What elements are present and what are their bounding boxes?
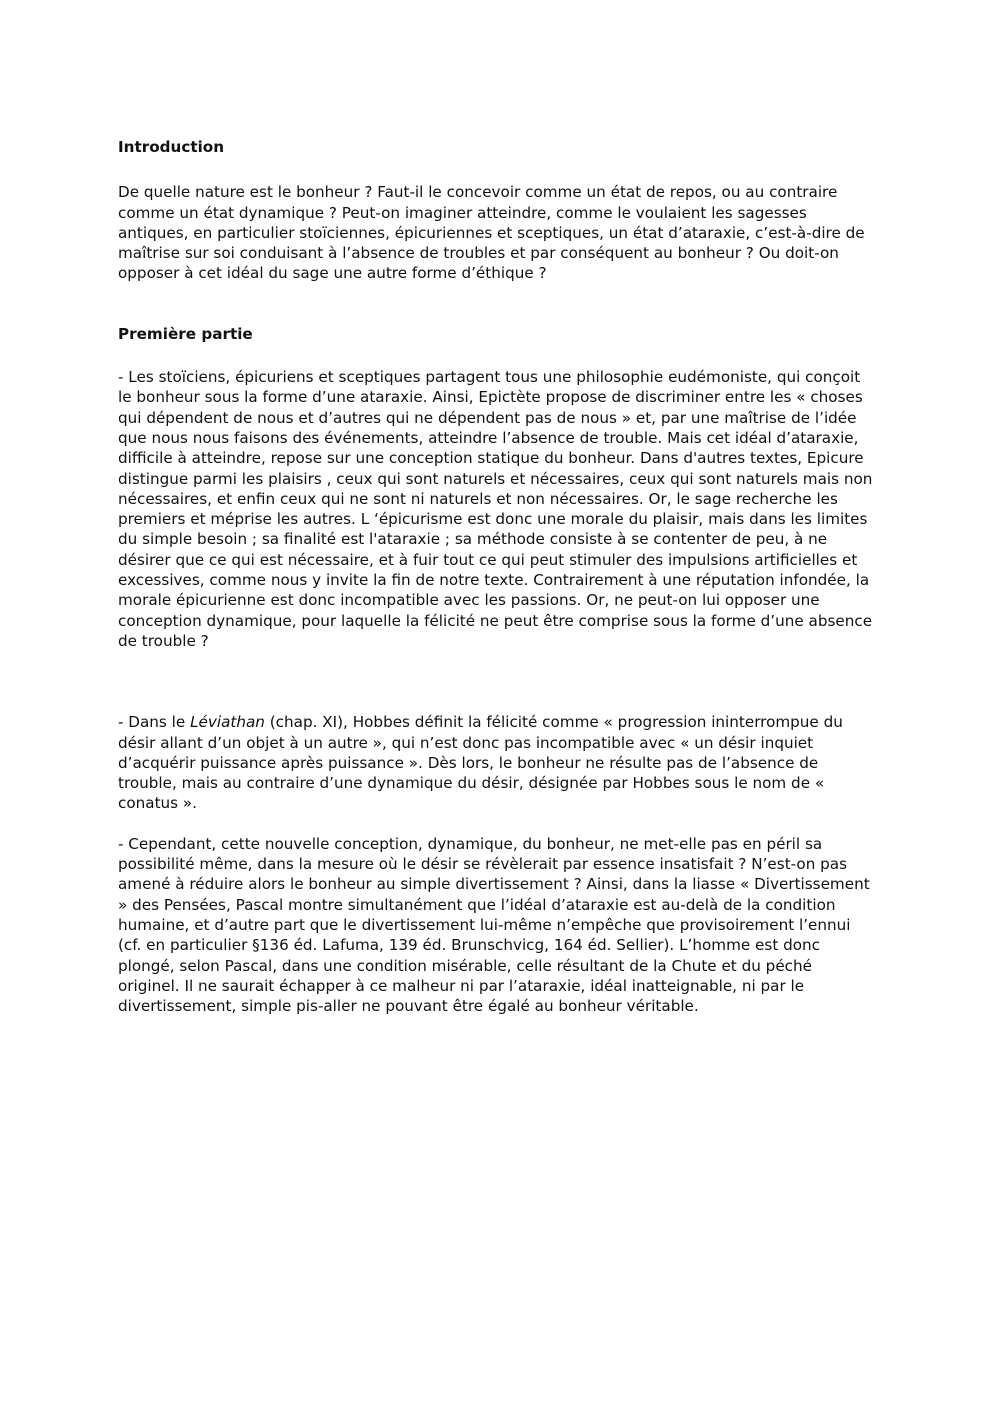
intro-heading: Introduction bbox=[118, 138, 225, 156]
part1-paragraph-1: - Les stoïciens, épicuriens et sceptiques partagent tous une philosophie eudémoniste, qui conçoit le bonheur sous la forme d’une ataraxie. Ainsi, Epictète propose de discriminer entre les « choses qui dépendent de nous et d’autres qui ne dépendent pas de nous » et, par une maîtrise de l’idée que nous nous faisons des événements, atteindre l’absence de trouble. Mais cet idéal d’ataraxie, difficile à atteindre, repose sur une conception statique du bonheur. Dans d'autres textes, Epicure distingue parmi les plaisirs , ceux qui sont naturels et nécessaires, ceux qui sont naturels mais non nécessaires, et enfin ceux qui ne sont ni naturels et non nécessaires. Or, le sage recherche les premiers et méprise les autres. L ‘épicurisme est donc une morale du plaisir, mais dans les limites du simple besoin ; sa finalité est l'ataraxie ; sa méthode consiste à se contenter de peu, à ne désirer que ce qui est nécessaire, et à fuir tout ce qui peut stimuler des impulsions artificielles et excessives, comme nous y invite la fin de notre texte. Contrairement à une réputation infondée, la morale épicurienne est donc incompatible avec les passions. Or, ne peut-on lui opposer une conception dynamique, pour laquelle la félicité ne peut être comprise sous la forme d’une absence de trouble ? bbox=[118, 368, 873, 650]
part1-paragraph-3: - Cependant, cette nouvelle conception, dynamique, du bonheur, ne met-elle pas en péril sa possibilité même, dans la mesure où le désir se révèlerait par essence insatisfait ? N’est-on pas amené à réduire alors le bonheur au simple divertissement ? Ainsi, dans la liasse « Divertissement » des Pensées, Pascal montre simultanément que l’idéal d’ataraxie est au-delà de la condition humaine, et d’autre part que le divertissement lui-même n’empêche que provisoirement l’ennui (cf. en particulier §136 éd. Lafuma, 139 éd. Brunschvicg, 164 éd. Sellier). L’homme est donc plongé, selon Pascal, dans une condition misérable, celle résultant de la Chute et du péché originel. Il ne saurait échapper à ce malheur ni par l’ataraxie, idéal inatteignable, ni par le divertissement, simple pis-aller ne pouvant être égalé au bonheur véritable. bbox=[118, 834, 870, 1016]
p2-text-after: (chap. XI), Hobbes définit la félicité comme « progression ininterrompue du désir allant d’un objet à un autre », qui n’est donc pas incompatible avec « un désir inquiet d’acquérir puissance après puissance ». Dès lors, le bonheur ne résulte pas de l’absence de trouble, mais au contraire d’une dynamique du désir, désignée par Hobbes sous le nom de « conatus ». bbox=[118, 713, 843, 813]
part1-paragraph-2 bbox=[118, 712, 878, 813]
document-page bbox=[118, 137, 878, 1016]
p2-text-before: - Dans le bbox=[118, 713, 191, 732]
intro-paragraph: De quelle nature est le bonheur ? Faut-il le concevoir comme un état de repos, ou au contraire comme un état dynamique ? Peut-on imaginer atteindre, comme le voulaient les sagesses antiques, en particulier stoïciennes, épicuriennes et sceptiques, un état d’ataraxie, c’est-à-dire de maîtrise sur soi conduisant à l’absence de troubles et par conséquent au bonheur ? Ou doit-on opposer à cet idéal du sage une autre forme d’éthique ? bbox=[118, 183, 865, 283]
part1-heading: Première partie bbox=[118, 324, 253, 343]
leviathan-title: Léviathan bbox=[190, 713, 265, 732]
